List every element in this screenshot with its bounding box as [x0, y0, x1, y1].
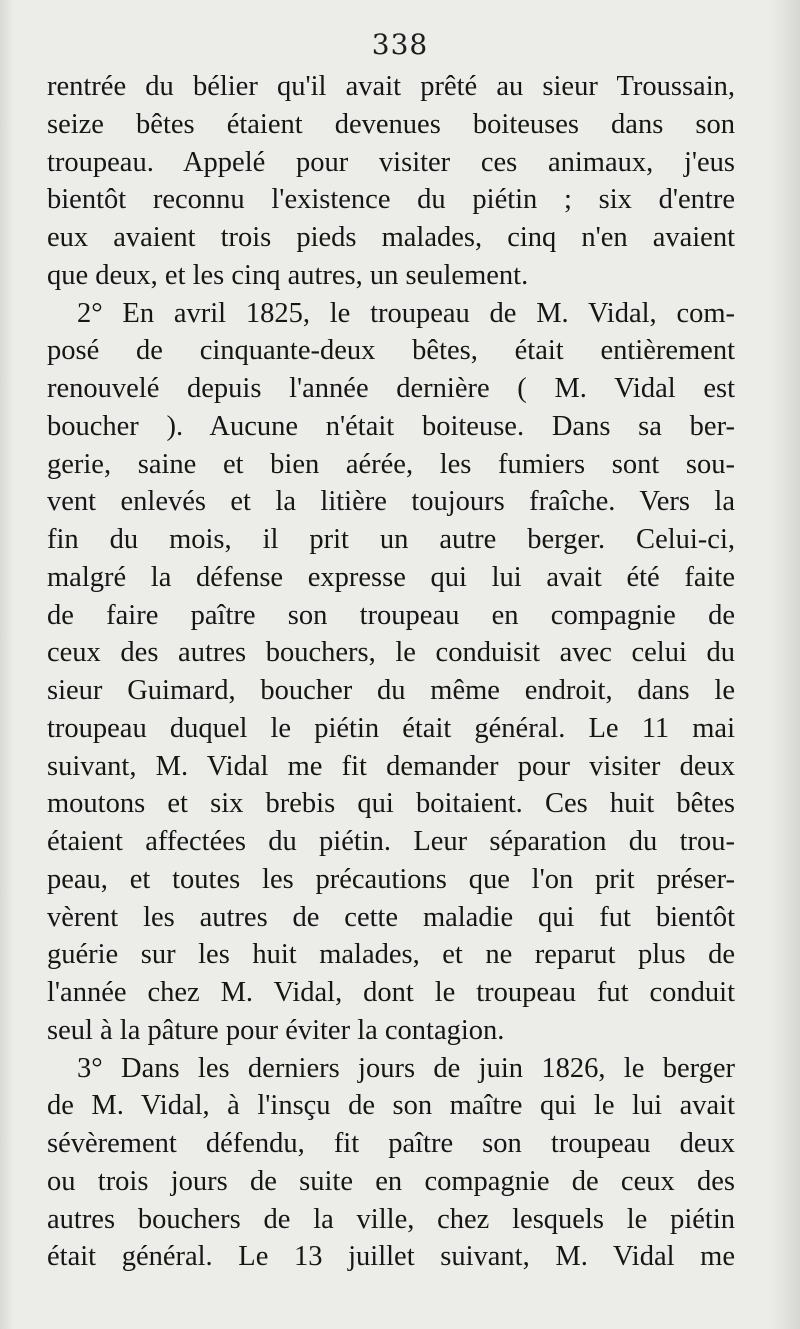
text-line: de faire paître son troupeau en compagnie de [47, 599, 735, 631]
text-line: seize bêtes étaient devenues boiteuses dans son [47, 108, 735, 140]
text-line: 3° Dans les derniers jours de juin 1826, le berger [77, 1052, 735, 1084]
text-line: seul à la pâture pour éviter la contagion. [47, 1014, 505, 1046]
text-line: malgré la défense expresse qui lui avait été faite [47, 561, 735, 593]
text-line: vent enlevés et la litière toujours fraîche. Vers la [47, 486, 735, 518]
text-line: troupeau duquel le piétin était général. Le 11 mai [47, 712, 735, 744]
text-line: était général. Le 13 juillet suivant, M. Vidal me [47, 1241, 735, 1273]
text-line: suivant, M. Vidal me fit demander pour visiter deux [47, 750, 735, 782]
text-line: sieur Guimard, boucher du même endroit, dans le [47, 675, 735, 706]
text-line: posé de cinquante-deux bêtes, était entièrement [47, 335, 735, 367]
text-line: bientôt reconnu l'existence du piétin ; six d'entre [47, 184, 735, 216]
body-text [47, 68, 735, 1276]
text-line: ceux des autres bouchers, le conduisit avec celui du [47, 637, 735, 669]
text-line: rentrée du bélier qu'il avait prêté au sieur Troussain, [47, 71, 735, 102]
text-line: eux avaient trois pieds malades, cinq n'en avaient [47, 222, 735, 253]
text-line: boucher ). Aucune n'était boiteuse. Dans sa ber- [47, 410, 735, 442]
text-line: autres bouchers de la ville, chez lesquels le piétin [47, 1203, 735, 1235]
text-line: 2° En avril 1825, le troupeau de M. Vidal, com- [77, 297, 735, 329]
text-line: que deux, et les cinq autres, un seulement. [47, 259, 529, 291]
text-line: de M. Vidal, à l'insçu de son maître qui le lui avait [47, 1090, 735, 1122]
text-line: troupeau. Appelé pour visiter ces animaux, j'eus [47, 146, 735, 178]
text-line: sévèrement défendu, fit paître son troupeau deux [47, 1128, 735, 1159]
page-number: 338 [371, 28, 429, 61]
text-line: moutons et six brebis qui boitaient. Ces huit bêtes [47, 788, 735, 820]
text-line: peau, et toutes les précautions que l'on prit préser- [47, 863, 735, 895]
text-line: renouvelé depuis l'année dernière ( M. Vidal est [47, 373, 735, 404]
text-line: guérie sur les huit malades, et ne reparut plus de [47, 939, 735, 971]
text-line: l'année chez M. Vidal, dont le troupeau fut conduit [47, 977, 735, 1008]
text-line: étaient affectées du piétin. Leur séparation du trou- [47, 826, 735, 857]
text-line: vèrent les autres de cette maladie qui fut bientôt [47, 901, 735, 933]
text-line: ou trois jours de suite en compagnie de ceux des [47, 1165, 735, 1197]
text-line: gerie, saine et bien aérée, les fumiers sont sou- [47, 448, 735, 480]
text-line: fin du mois, il prit un autre berger. Celui-ci, [47, 524, 735, 555]
